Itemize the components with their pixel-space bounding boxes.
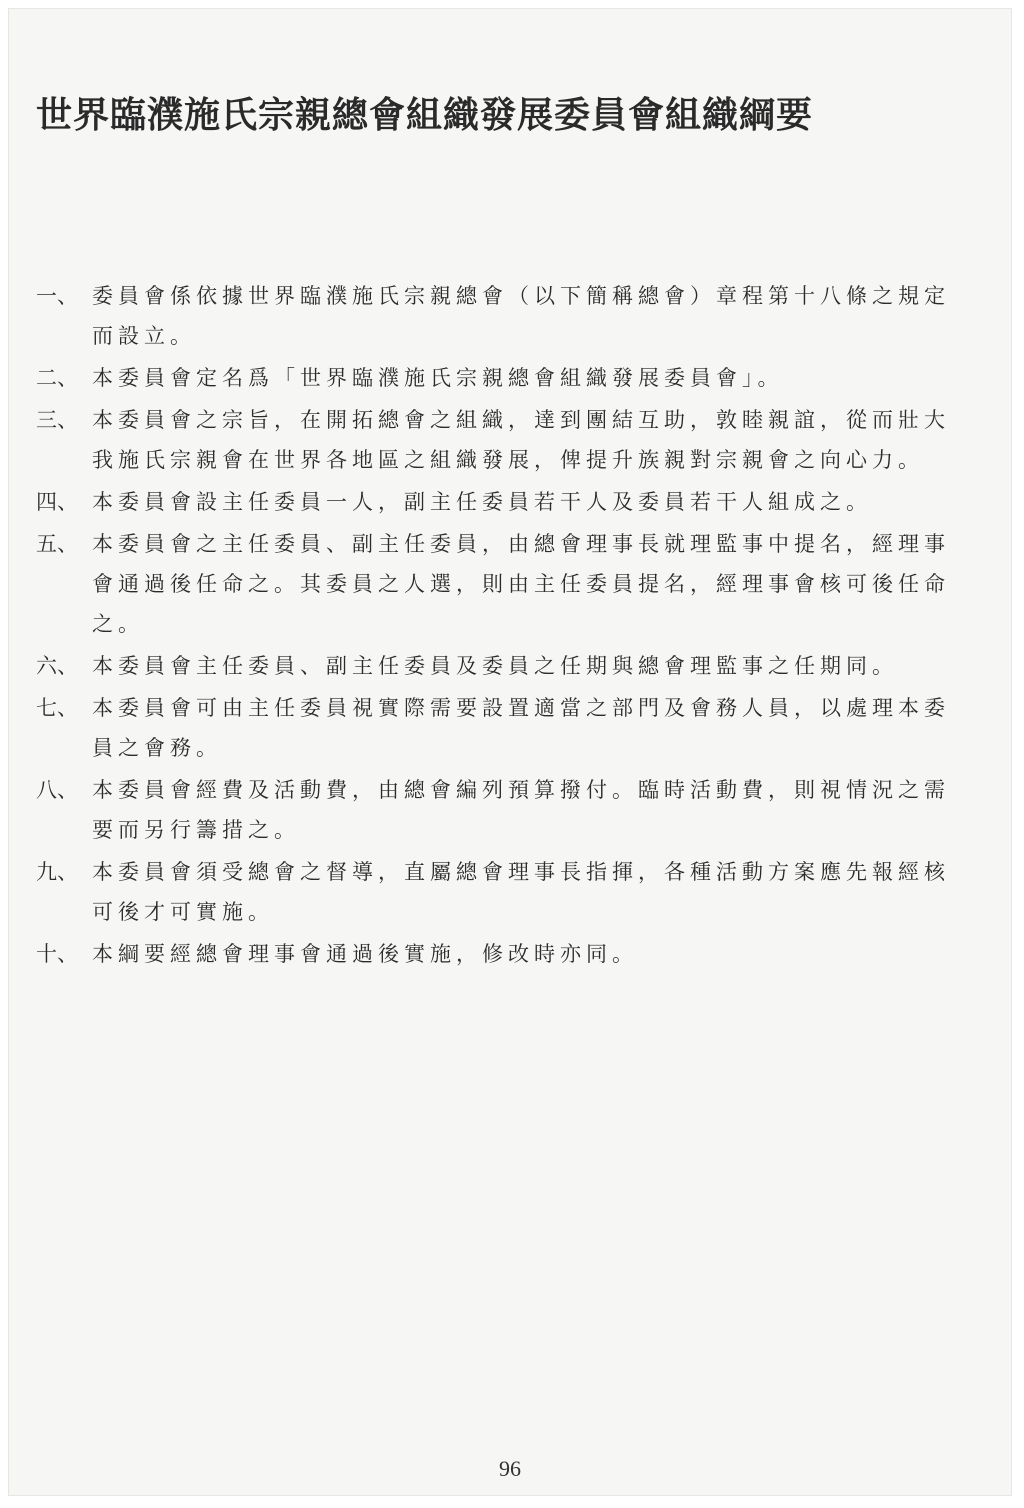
article-text: 本委員會設主任委員一人，副主任委員若干人及委員若干人組成之。 <box>92 490 872 514</box>
article-text: 本委員會定名爲「世界臨濮施氏宗親總會組織發展委員會」。 <box>92 366 784 390</box>
article-text: 委員會係依據世界臨濮施氏宗親總會（以下簡稱總會）章程第十八條之規定而設立。 <box>92 284 950 348</box>
article-number: 十、 <box>36 942 78 966</box>
article-text: 本綱要經總會理事會通過後實施，修改時亦同。 <box>92 942 638 966</box>
article-number: 八、 <box>36 778 78 802</box>
article-text: 本委員會可由主任委員視實際需要設置適當之部門及會務人員，以處理本委員之會務。 <box>92 696 950 760</box>
article-number: 七、 <box>36 696 78 720</box>
article-text: 本委員會主任委員、副主任委員及委員之任期與總會理監事之任期同。 <box>92 654 898 678</box>
page-number: 96 <box>499 1456 521 1481</box>
article-item <box>36 646 966 686</box>
article-item <box>36 358 966 398</box>
document-title: 世界臨濮施氏宗親總會組織發展委員會組織綱要 <box>36 95 814 136</box>
article-number: 五、 <box>36 532 78 556</box>
article-number: 二、 <box>36 366 78 390</box>
article-list <box>36 276 966 976</box>
article-text: 本委員會之主任委員、副主任委員，由總會理事長就理監事中提名，經理事會通過後任命之。其委員之人選，則由主任委員提名，經理事會核可後任命之。 <box>92 532 950 636</box>
article-item <box>36 276 966 356</box>
article-number: 六、 <box>36 654 78 678</box>
article-number: 四、 <box>36 490 78 514</box>
article-item <box>36 770 966 850</box>
article-item <box>36 688 966 768</box>
article-item <box>36 400 966 480</box>
article-item <box>36 482 966 522</box>
document-page <box>8 8 1012 1496</box>
article-number: 一、 <box>36 284 78 308</box>
article-text: 本委員會之宗旨，在開拓總會之組織，達到團結互助，敦睦親誼，從而壯大我施氏宗親會在世界各地區之組織發展，俾提升族親對宗親會之向心力。 <box>92 408 950 472</box>
article-text: 本委員會須受總會之督導，直屬總會理事長指揮，各種活動方案應先報經核可後才可實施。 <box>92 860 950 924</box>
article-number: 九、 <box>36 860 78 884</box>
article-text: 本委員會經費及活動費，由總會編列預算撥付。臨時活動費，則視情況之需要而另行籌措之。 <box>92 778 950 842</box>
article-item <box>36 524 966 644</box>
article-item <box>36 852 966 932</box>
article-number: 三、 <box>36 408 78 432</box>
article-item <box>36 934 966 974</box>
